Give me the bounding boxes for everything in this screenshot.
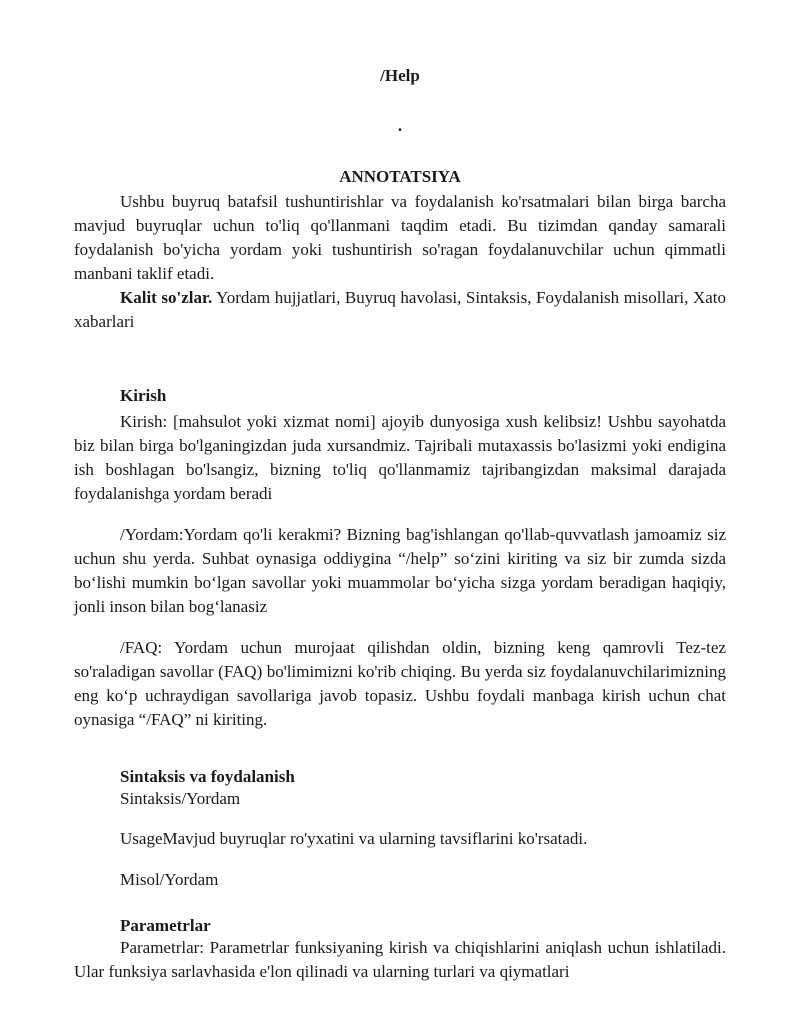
intro-text: Kirish: [mahsulot yoki xizmat nomi] ajoyib dunyosiga xush kelibsiz! Ushbu sayohatda biz bilan birga bo'lganingizdan juda xursandmiz. Tajribali mutaxassis bo'lasizmi yoki endigina ish boshlagan bo'lsangiz, bizning to'liq qo'llanmamiz tajribangizdan maksimal darajada foydalanishga yordam beradi	[74, 412, 726, 503]
annotation-paragraph	[74, 190, 726, 286]
keywords-paragraph	[74, 286, 726, 334]
title-dot: .	[397, 116, 403, 135]
help-paragraph	[74, 523, 726, 619]
params-text: Parametrlar: Parametrlar funksiyaning kirish va chiqishlarini aniqlash uchun ishlatiladi. Ular funksiya sarlavhasida e'lon qilinadi va ularning turlari va qiymatlari	[74, 938, 726, 981]
intro-paragraph	[74, 410, 726, 506]
intro-heading: Kirish	[120, 386, 167, 405]
syntax-line-1: Sintaksis/Yordam	[120, 789, 241, 808]
params-heading: Parametrlar	[120, 916, 211, 935]
faq-text: /FAQ: Yordam uchun murojaat qilishdan oldin, bizning keng qamrovli Tez-tez so'raladigan savollar (FAQ) bo'limimizni ko'rib chiqing. Bu yerda siz foydalanuvchilarimizning eng ko‘p uchraydigan savollariga javob topasiz. Ushbu foydali manbaga kirish uchun chat oynasiga “/FAQ” ni kiriting.	[74, 638, 726, 729]
faq-paragraph	[74, 636, 726, 732]
annotation-text: Ushbu buyruq batafsil tushuntirishlar va foydalanish ko'rsatmalari bilan birga barcha mavjud buyruqlar uchun to'liq qo'llanmani taqdim etadi. Bu tizimdan qanday samarali foydalanish bo'yicha yordam yoki tushuntirish so'ragan foydalanuvchilar uchun qimmatli manbani taklif etadi.	[74, 192, 726, 283]
keywords-text: Yordam hujjatlari, Buyruq havolasi, Sintaksis, Foydalanish misollari, Xato xabarlari	[74, 288, 726, 331]
document-title: /Help	[380, 66, 420, 85]
keywords-label: Kalit so'zlar.	[120, 288, 213, 307]
params-paragraph	[74, 936, 726, 984]
syntax-line-2: UsageMavjud buyruqlar ro'yxatini va ularning tavsiflarini ko'rsatadi.	[120, 829, 588, 848]
annotation-heading: ANNOTATSIYA	[339, 167, 461, 186]
syntax-heading: Sintaksis va foydalanish	[120, 767, 295, 786]
syntax-line-3: Misol/Yordam	[120, 870, 219, 889]
help-text: /Yordam:Yordam qo'li kerakmi? Bizning bag'ishlangan qo'llab-quvvatlash jamoamiz siz uchun shu yerda. Suhbat oynasiga oddiygina “/help” so‘zini kiriting va siz bir zumda sizda bo‘lishi mumkin bo‘lgan savollar yoki muammolar bo‘yicha sizga yordam beradigan haqiqiy, jonli inson bilan bog‘lanasiz	[74, 525, 726, 616]
